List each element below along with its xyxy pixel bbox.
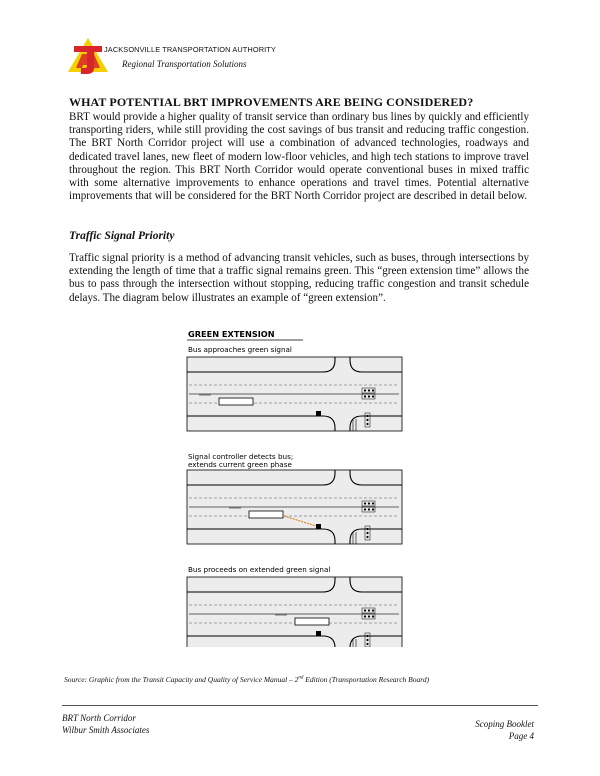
green-extension-diagram (185, 327, 410, 647)
org-tagline: Regional Transportation Solutions (122, 59, 247, 69)
diagram-title: GREEN EXTENSION (188, 329, 275, 339)
source-suffix: Edition (Transportation Research Board) (303, 675, 430, 684)
panel-3-caption-line-1: Bus proceeds on extended green signal (188, 565, 331, 574)
panel-approach (187, 345, 402, 431)
panel-2-caption-line-2: extends current green phase (188, 460, 292, 469)
footer-firm: Wilbur Smith Associates (62, 725, 150, 735)
jta-logo-icon (66, 34, 110, 74)
footer-doc-title: Scoping Booklet (475, 719, 534, 729)
tsp-paragraph: Traffic signal priority is a method of advancing transit vehicles, such as buses, through intersections by extending the length of time that a traffic signal remains green. This “green extension time” allows the bus to pass through the intersection without stopping, reducing traffic congestion and transit schedule delays. The diagram below illustrates an example of “green extension”. (69, 252, 529, 304)
footer-project: BRT North Corridor (62, 713, 136, 723)
panel-2-caption-line-1: Signal controller detects bus; (188, 452, 294, 461)
source-note (64, 675, 429, 684)
intro-paragraph: BRT would provide a higher quality of transit service than ordinary bus lines by quickly and efficiently transporting riders, while still providing the cost savings of bus transit and reducing traffic congestion. The BRT North Corridor project will use a combination of advanced technologies, roadways and dedicated travel lanes, new fleet of modern low-floor vehicles, and high tech stations to improve travel throughout the region. This BRT North Corridor would operate conventional buses in mixed traffic with some alternative improvements to enhance operations and travel times. Potential alternative improvements that will be considered for the BRT North Corridor project are described in detail below. (69, 111, 529, 203)
panel-1-caption-line-1: Bus approaches green signal (188, 345, 292, 354)
section-heading: WHAT POTENTIAL BRT IMPROVEMENTS ARE BEING CONSIDERED? (69, 95, 474, 109)
subsection-title: Traffic Signal Priority (69, 230, 175, 242)
footer-divider (62, 705, 538, 706)
source-prefix: Source: Graphic from the Transit Capacity and Quality of Service Manual – 2 (64, 675, 299, 684)
panel-detect (187, 452, 402, 544)
panel-proceed (187, 565, 402, 647)
org-name: JACKSONVILLE TRANSPORTATION AUTHORITY (104, 45, 276, 54)
page-number: Page 4 (508, 731, 534, 741)
source-sup: nd (298, 675, 304, 681)
